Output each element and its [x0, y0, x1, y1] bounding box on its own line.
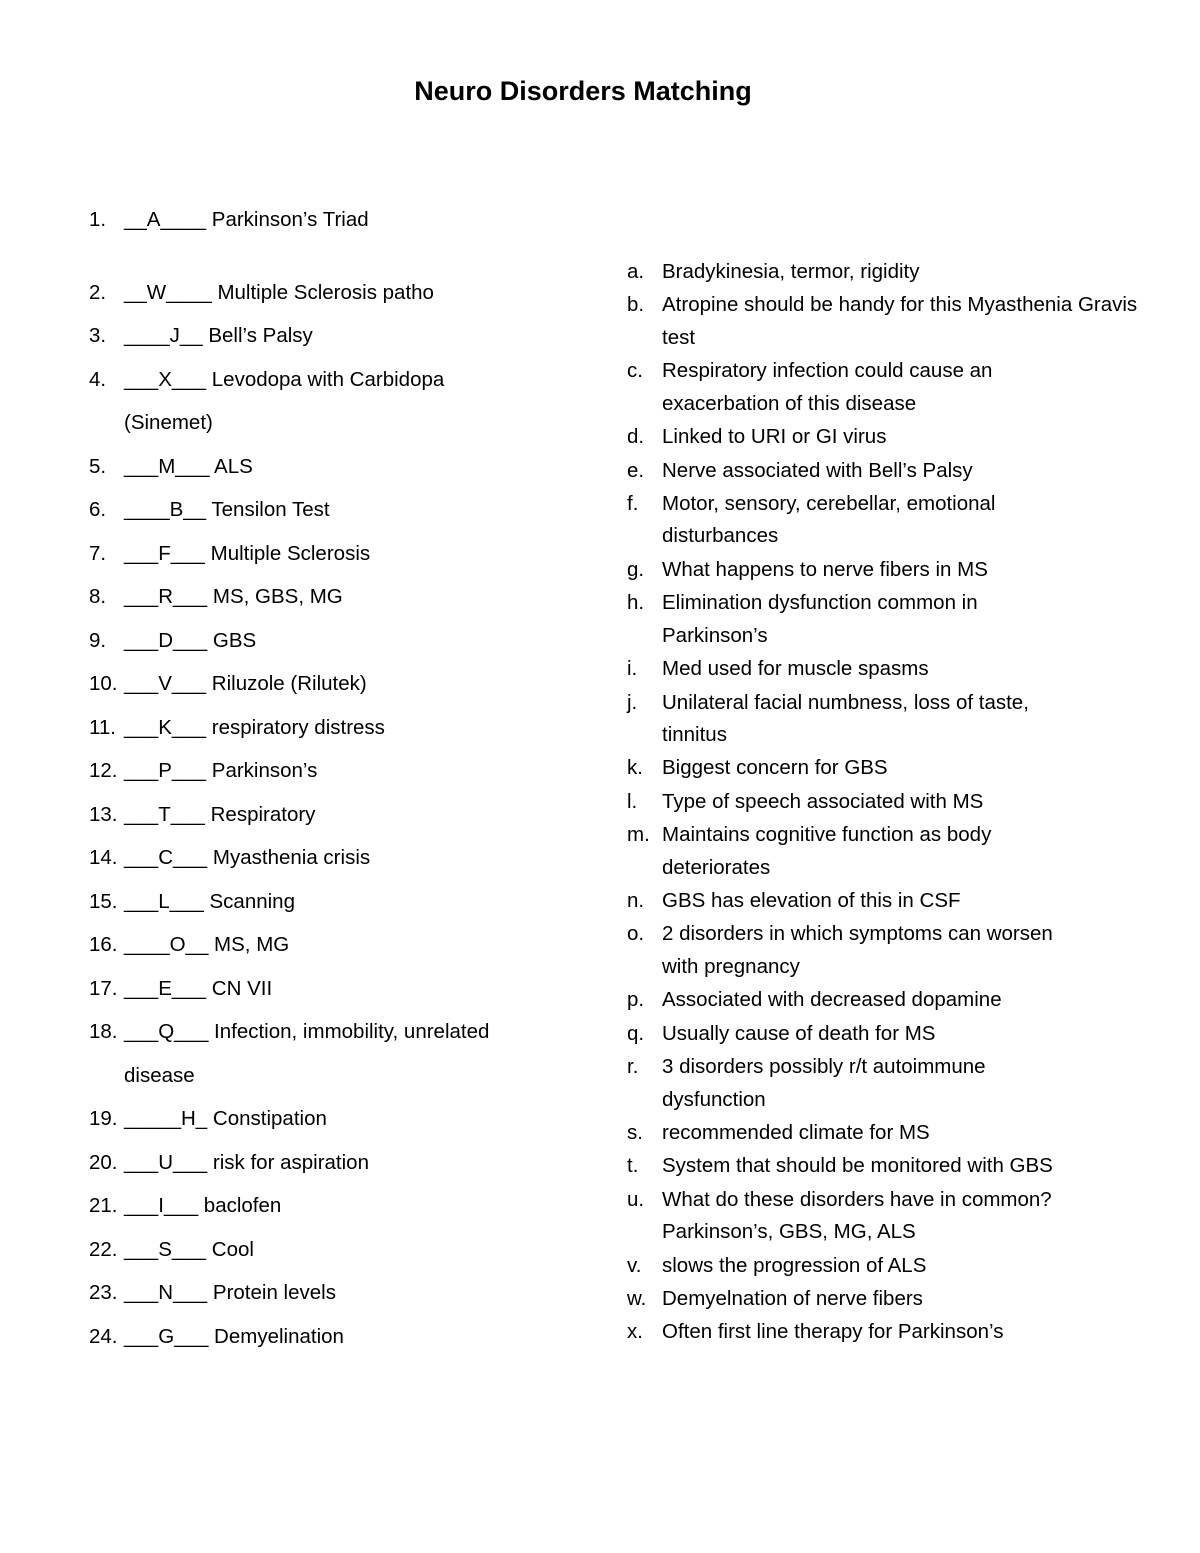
question-item [89, 575, 559, 619]
answer-item [627, 455, 1147, 488]
question-text: ___U___ risk for aspiration [124, 1150, 369, 1174]
answer-letter: g. [627, 557, 645, 581]
answer-letter: t. [627, 1154, 639, 1178]
question-text: __W____ Multiple Sclerosis patho [124, 280, 434, 304]
question-text: ___D___ GBS [124, 628, 257, 652]
answer-item [627, 1018, 1147, 1051]
answer-text: What happens to nerve fibers in MS [662, 557, 988, 581]
question-text: ___I___ baclofen [124, 1194, 282, 1217]
question-item [89, 923, 559, 967]
answer-item [627, 587, 1147, 652]
question-text: ____J__ Bell’s Palsy [124, 324, 313, 347]
question-text: ___V___ Riluzole (Rilutek) [124, 672, 367, 695]
answer-letter: d. [627, 425, 645, 449]
answer-letter: e. [627, 458, 645, 482]
question-item [89, 1315, 559, 1359]
answer-item [627, 488, 1147, 553]
answer-text: Elimination dysfunction common in Parkinson’s [662, 591, 978, 647]
question-text: ___C___ Myasthenia crisis [124, 846, 371, 869]
question-number: 20. [89, 1150, 118, 1174]
answer-letter: m. [627, 823, 650, 847]
answer-text: Bradykinesia, termor, rigidity [662, 260, 920, 283]
question-text: ____B__ Tensilon Test [124, 498, 330, 521]
answer-letter: o. [627, 922, 645, 946]
question-text: ___G___ Demyelination [124, 1324, 344, 1348]
answer-letter: s. [627, 1121, 643, 1145]
answer-item [627, 786, 1147, 819]
answer-text: Motor, sensory, cerebellar, emotional disturbances [662, 491, 996, 548]
answer-text: 3 disorders possibly r/t autoimmune dysfunction [662, 1055, 986, 1111]
question-item [89, 836, 559, 880]
question-text: ___X___ Levodopa with Carbidopa (Sinemet) [124, 367, 445, 434]
answer-text: slows the progression of ALS [662, 1253, 927, 1277]
answer-letter: k. [627, 756, 643, 780]
question-number: 9. [89, 628, 107, 652]
answer-letter: c. [627, 359, 643, 383]
answer-text: 2 disorders in which symptoms can worsen with pregnancy [662, 922, 1053, 978]
answer-text: Atropine should be handy for this Myasthenia Gravis test [662, 293, 1138, 349]
question-text: ___S___ Cool [124, 1237, 254, 1261]
answer-text: System that should be monitored with GBS [662, 1154, 1053, 1178]
answer-text: Unilateral facial numbness, loss of taste, tinnitus [662, 690, 1029, 747]
answer-item [627, 1150, 1147, 1183]
answer-text: Usually cause of death for MS [662, 1021, 936, 1045]
question-item [89, 793, 559, 837]
question-text: ___M___ ALS [124, 454, 253, 478]
question-text: ___L___ Scanning [124, 889, 295, 913]
question-number: 6. [89, 498, 107, 521]
question-item [89, 1097, 559, 1141]
answer-item [627, 918, 1147, 983]
question-item [89, 662, 559, 706]
answer-item [627, 1117, 1147, 1150]
question-text: ___N___ Protein levels [124, 1281, 336, 1304]
answers-list [627, 256, 1147, 1350]
question-item [89, 314, 559, 358]
question-text: ___P___ Parkinson’s [124, 759, 318, 782]
question-number: 22. [89, 1237, 118, 1261]
question-number: 23. [89, 1281, 118, 1304]
answer-item [627, 653, 1147, 686]
answer-text: Nerve associated with Bell’s Palsy [662, 458, 973, 482]
answer-letter: p. [627, 988, 645, 1012]
answer-text: Linked to URI or GI virus [662, 425, 887, 449]
answer-letter: i. [627, 657, 638, 681]
question-text: ___Q___ Infection, immobility, unrelated disease [124, 1020, 490, 1087]
question-item [89, 198, 559, 242]
question-number: 13. [89, 802, 118, 826]
question-text: _____H_ Constipation [124, 1107, 327, 1130]
question-item [89, 532, 559, 576]
answer-text: What do these disorders have in common? Parkinson’s, GBS, MG, ALS [662, 1187, 1052, 1244]
question-number: 18. [89, 1020, 118, 1043]
question-number: 4. [89, 367, 107, 391]
answer-item [627, 289, 1147, 354]
question-number: 3. [89, 324, 107, 347]
answer-letter: x. [627, 1320, 643, 1344]
answer-item [627, 687, 1147, 752]
answer-letter: u. [627, 1187, 645, 1211]
answer-text: Maintains cognitive function as body deteriorates [662, 823, 992, 879]
question-item [89, 358, 559, 445]
question-text: ___E___ CN VII [124, 976, 273, 1000]
question-number: 12. [89, 759, 118, 782]
question-number: 10. [89, 672, 118, 695]
question-number: 21. [89, 1194, 118, 1217]
answer-letter: w. [627, 1287, 647, 1311]
question-number: 2. [89, 280, 107, 304]
answer-item [627, 885, 1147, 918]
answer-letter: a. [627, 260, 645, 283]
answer-item [627, 421, 1147, 454]
answer-item [627, 256, 1147, 289]
answer-letter: l. [627, 789, 638, 813]
question-number: 24. [89, 1324, 118, 1348]
answer-item [627, 554, 1147, 587]
answer-item [627, 1250, 1147, 1283]
answer-text: Often first line therapy for Parkinson’s [662, 1320, 1004, 1344]
questions-list [89, 198, 559, 1358]
answer-text: Biggest concern for GBS [662, 756, 888, 780]
question-item [89, 488, 559, 532]
question-item [89, 1010, 559, 1097]
answer-text: recommended climate for MS [662, 1121, 930, 1145]
answer-item [627, 1184, 1147, 1249]
answer-text: Type of speech associated with MS [662, 789, 984, 813]
answer-item [627, 1316, 1147, 1349]
answer-letter: h. [627, 591, 645, 615]
answer-item [627, 984, 1147, 1017]
question-item [89, 706, 559, 750]
question-item [89, 445, 559, 489]
answer-text: Associated with decreased dopamine [662, 988, 1002, 1012]
question-item [89, 1271, 559, 1315]
answer-letter: f. [627, 491, 639, 515]
answer-item [627, 819, 1147, 884]
question-number: 8. [89, 585, 107, 608]
question-item [89, 967, 559, 1011]
question-item [89, 1141, 559, 1185]
question-number: 15. [89, 889, 118, 913]
answer-item [627, 355, 1147, 420]
question-item [89, 619, 559, 663]
answer-text: GBS has elevation of this in CSF [662, 889, 961, 913]
question-number: 16. [89, 933, 118, 956]
answer-text: Med used for muscle spasms [662, 657, 929, 681]
answer-letter: b. [627, 293, 645, 317]
question-item [89, 880, 559, 924]
question-item [89, 1228, 559, 1272]
question-number: 7. [89, 541, 107, 565]
page-title: Neuro Disorders Matching [414, 76, 752, 106]
answer-letter: q. [627, 1021, 645, 1045]
question-text: __A____ Parkinson’s Triad [124, 208, 369, 231]
answer-item [627, 752, 1147, 785]
answer-letter: r. [627, 1055, 639, 1079]
question-text: ___K___ respiratory distress [124, 715, 385, 739]
question-item [89, 271, 559, 315]
question-item [89, 1184, 559, 1228]
answer-letter: v. [627, 1253, 642, 1277]
question-number: 17. [89, 976, 118, 1000]
answer-text: Respiratory infection could cause an exacerbation of this disease [662, 359, 993, 415]
answer-letter: j. [627, 690, 638, 714]
answer-item [627, 1051, 1147, 1116]
question-number: 19. [89, 1107, 118, 1130]
question-text: ____O__ MS, MG [124, 933, 290, 956]
question-number: 5. [89, 454, 107, 478]
answer-item [627, 1283, 1147, 1316]
question-text: ___F___ Multiple Sclerosis [124, 541, 371, 565]
answer-text: Demyelnation of nerve fibers [662, 1287, 923, 1311]
question-number: 1. [89, 208, 107, 231]
answer-letter: n. [627, 889, 645, 913]
question-text: ___T___ Respiratory [124, 802, 316, 826]
question-number: 14. [89, 846, 118, 869]
question-text: ___R___ MS, GBS, MG [124, 585, 343, 608]
question-item [89, 749, 559, 793]
question-number: 11. [89, 715, 116, 739]
